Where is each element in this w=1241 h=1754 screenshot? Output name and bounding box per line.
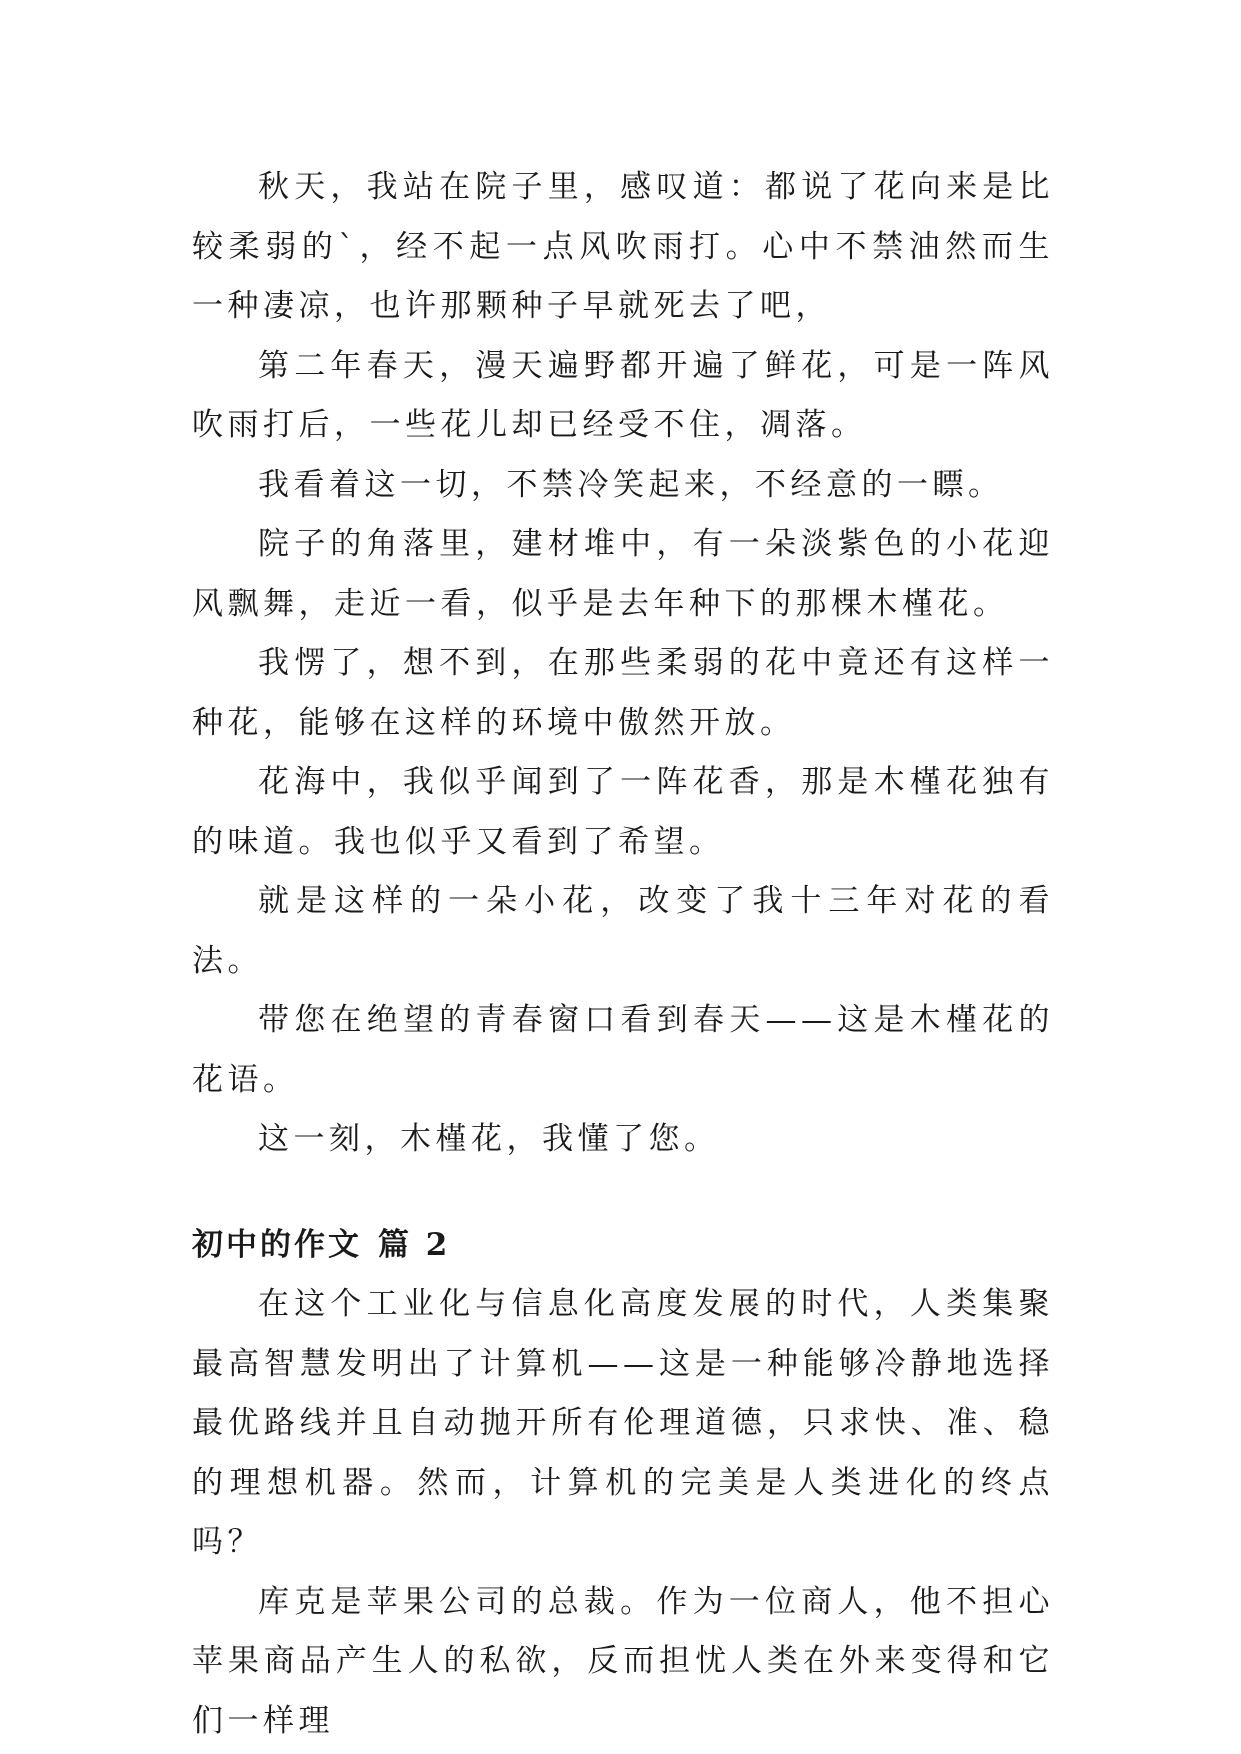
essay-section-1 (192, 158, 1054, 1170)
paragraph: 第二年春天，漫天遍野都开遍了鲜花，可是一阵风吹雨打后，一些花儿却已经受不住，凋落。 (192, 347, 1054, 443)
paragraph: 带您在绝望的青春窗口看到春天——这是木槿花的花语。 (192, 1002, 1054, 1098)
paragraph: 在这个工业化与信息化高度发展的时代，人类集聚最高智慧发明出了计算机——这是一种能够冷静地选择最优路线并且自动抛开所有伦理道德，只求快、准、稳的理想机器。然而，计算机的完美是人类进化的终点吗？ (192, 1286, 1054, 1560)
paragraph: 花海中，我似乎闻到了一阵花香，那是木槿花独有的味道。我也似乎又看到了希望。 (192, 764, 1054, 860)
paragraph: 院子的角落里，建材堆中，有一朵淡紫色的小花迎风飘舞，走近一看，似乎是去年种下的那棵木槿花。 (192, 526, 1054, 622)
paragraph: 库克是苹果公司的总裁。作为一位商人，他不担心苹果商品产生人的私欲，反而担忧人类在外来变得和它们一样理 (192, 1583, 1054, 1739)
document-page (192, 158, 1054, 1751)
paragraph: 这一刻，木槿花，我懂了您。 (258, 1121, 720, 1157)
section-heading (192, 1216, 1054, 1276)
section-title: 初中的作文 (192, 1226, 362, 1263)
essay-section-2 (192, 1275, 1054, 1751)
paragraph: 就是这样的一朵小花，改变了我十三年对花的看法。 (192, 883, 1054, 979)
section-number: 篇 2 (378, 1226, 451, 1263)
paragraph: 秋天，我站在院子里，感叹道：都说了花向来是比较柔弱的`，经不起一点风吹雨打。心中不禁油然而生一种凄凉，也许那颗种子早就死去了吧， (192, 169, 1054, 324)
paragraph: 我愣了，想不到，在那些柔弱的花中竟还有这样一种花，能够在这样的环境中傲然开放。 (192, 645, 1054, 741)
paragraph: 我看着这一切，不禁冷笑起来，不经意的一瞟。 (258, 466, 1004, 503)
